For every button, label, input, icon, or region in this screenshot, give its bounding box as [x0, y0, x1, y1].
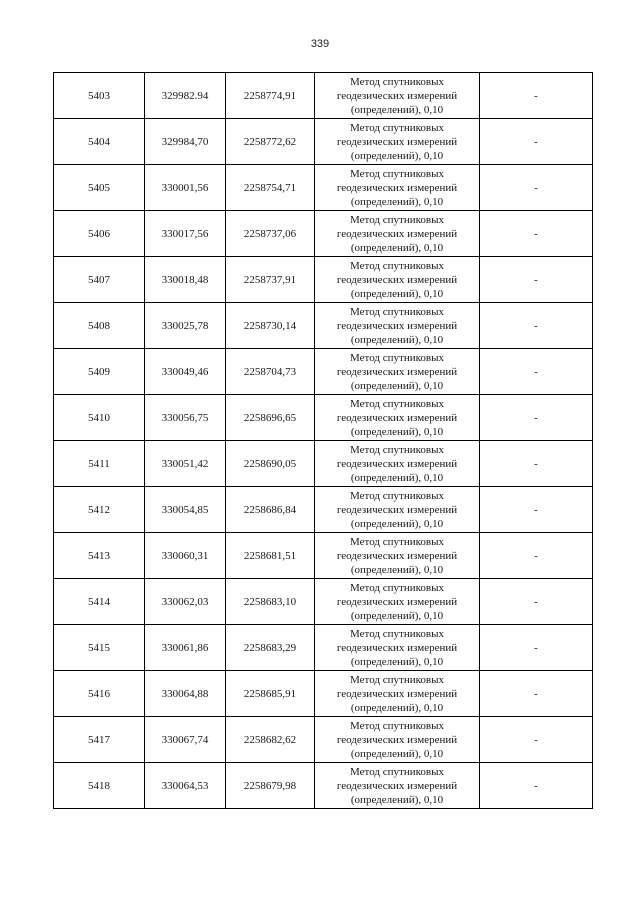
x-coordinate-cell: 330062,03	[145, 579, 226, 625]
method-cell	[315, 73, 480, 119]
table-row	[54, 763, 593, 809]
method-line: (определений), 0,10	[350, 149, 444, 162]
table-body	[54, 73, 593, 809]
table-row	[54, 671, 593, 717]
point-number-cell: 5404	[54, 119, 145, 165]
y-coordinate-cell: 2258737,06	[226, 211, 315, 257]
method-line: Метод спутниковых	[350, 75, 444, 88]
y-coordinate-cell: 2258774,91	[226, 73, 315, 119]
method-cell	[315, 625, 480, 671]
point-number-cell: 5416	[54, 671, 145, 717]
method-line: Метод спутниковых	[350, 213, 444, 226]
y-coordinate-cell: 2258686,84	[226, 487, 315, 533]
point-number-cell: 5411	[54, 441, 145, 487]
y-coordinate-cell: 2258683,10	[226, 579, 315, 625]
method-line: Метод спутниковых	[350, 443, 444, 456]
extra-cell: -	[480, 73, 593, 119]
extra-cell: -	[480, 441, 593, 487]
point-number-cell: 5418	[54, 763, 145, 809]
method-line: (определений), 0,10	[350, 609, 444, 622]
method-cell	[315, 763, 480, 809]
extra-cell: -	[480, 579, 593, 625]
method-cell	[315, 349, 480, 395]
table-row	[54, 487, 593, 533]
method-line: (определений), 0,10	[350, 563, 444, 576]
method-line: геодезических измерений	[336, 503, 458, 516]
y-coordinate-cell: 2258681,51	[226, 533, 315, 579]
point-number-cell: 5412	[54, 487, 145, 533]
point-number-cell: 5417	[54, 717, 145, 763]
method-line: геодезических измерений	[336, 549, 458, 562]
x-coordinate-cell: 330064,88	[145, 671, 226, 717]
x-coordinate-cell: 330067,74	[145, 717, 226, 763]
method-line: геодезических измерений	[336, 687, 458, 700]
x-coordinate-cell: 330049,46	[145, 349, 226, 395]
x-coordinate-cell: 330051,42	[145, 441, 226, 487]
table-row	[54, 257, 593, 303]
method-cell	[315, 119, 480, 165]
y-coordinate-cell: 2258679,98	[226, 763, 315, 809]
method-line: Метод спутниковых	[350, 581, 444, 594]
y-coordinate-cell: 2258772,62	[226, 119, 315, 165]
method-line: геодезических измерений	[336, 411, 458, 424]
y-coordinate-cell: 2258754,71	[226, 165, 315, 211]
method-line: Метод спутниковых	[350, 121, 444, 134]
method-line: Метод спутниковых	[350, 259, 444, 272]
table-row	[54, 625, 593, 671]
method-cell	[315, 487, 480, 533]
point-number-cell: 5408	[54, 303, 145, 349]
extra-cell: -	[480, 211, 593, 257]
method-line: (определений), 0,10	[350, 747, 444, 760]
point-number-cell: 5405	[54, 165, 145, 211]
method-line: Метод спутниковых	[350, 627, 444, 640]
point-number-cell: 5409	[54, 349, 145, 395]
method-line: Метод спутниковых	[350, 305, 444, 318]
method-line: геодезических измерений	[336, 181, 458, 194]
table-row	[54, 395, 593, 441]
extra-cell: -	[480, 763, 593, 809]
extra-cell: -	[480, 119, 593, 165]
method-line: геодезических измерений	[336, 227, 458, 240]
x-coordinate-cell: 329984,70	[145, 119, 226, 165]
extra-cell: -	[480, 303, 593, 349]
point-number-cell: 5413	[54, 533, 145, 579]
method-line: (определений), 0,10	[350, 793, 444, 806]
method-line: геодезических измерений	[336, 89, 458, 102]
x-coordinate-cell: 329982.94	[145, 73, 226, 119]
method-line: (определений), 0,10	[350, 425, 444, 438]
x-coordinate-cell: 330060,31	[145, 533, 226, 579]
table-row	[54, 441, 593, 487]
method-cell	[315, 717, 480, 763]
method-line: (определений), 0,10	[350, 103, 444, 116]
method-line: (определений), 0,10	[350, 287, 444, 300]
method-line: геодезических измерений	[336, 641, 458, 654]
y-coordinate-cell: 2258690,05	[226, 441, 315, 487]
point-number-cell: 5406	[54, 211, 145, 257]
method-line: геодезических измерений	[336, 595, 458, 608]
method-cell	[315, 579, 480, 625]
table-row	[54, 717, 593, 763]
method-line: геодезических измерений	[336, 457, 458, 470]
extra-cell: -	[480, 165, 593, 211]
method-line: геодезических измерений	[336, 135, 458, 148]
y-coordinate-cell: 2258685,91	[226, 671, 315, 717]
table-row	[54, 349, 593, 395]
x-coordinate-cell: 330025,78	[145, 303, 226, 349]
table-row	[54, 211, 593, 257]
method-line: (определений), 0,10	[350, 701, 444, 714]
page-number: 339	[310, 38, 330, 50]
point-number-cell: 5403	[54, 73, 145, 119]
table-row	[54, 303, 593, 349]
method-cell	[315, 533, 480, 579]
method-line: геодезических измерений	[336, 365, 458, 378]
table-row	[54, 165, 593, 211]
point-number-cell: 5414	[54, 579, 145, 625]
method-line: (определений), 0,10	[350, 379, 444, 392]
method-cell	[315, 303, 480, 349]
method-line: (определений), 0,10	[350, 333, 444, 346]
x-coordinate-cell: 330056,75	[145, 395, 226, 441]
method-cell	[315, 165, 480, 211]
method-line: (определений), 0,10	[350, 517, 444, 530]
table-row	[54, 119, 593, 165]
method-line: геодезических измерений	[336, 273, 458, 286]
x-coordinate-cell: 330061,86	[145, 625, 226, 671]
method-line: (определений), 0,10	[350, 241, 444, 254]
method-cell	[315, 257, 480, 303]
method-line: Метод спутниковых	[350, 167, 444, 180]
extra-cell: -	[480, 487, 593, 533]
method-line: Метод спутниковых	[350, 719, 444, 732]
x-coordinate-cell: 330001,56	[145, 165, 226, 211]
method-line: Метод спутниковых	[350, 351, 444, 364]
table-row	[54, 73, 593, 119]
x-coordinate-cell: 330054,85	[145, 487, 226, 533]
x-coordinate-cell: 330017,56	[145, 211, 226, 257]
method-line: Метод спутниковых	[350, 535, 444, 548]
y-coordinate-cell: 2258737,91	[226, 257, 315, 303]
x-coordinate-cell: 330064,53	[145, 763, 226, 809]
method-line: (определений), 0,10	[350, 471, 444, 484]
point-number-cell: 5410	[54, 395, 145, 441]
method-cell	[315, 211, 480, 257]
extra-cell: -	[480, 533, 593, 579]
method-line: геодезических измерений	[336, 733, 458, 746]
y-coordinate-cell: 2258682,62	[226, 717, 315, 763]
table-row	[54, 579, 593, 625]
method-line: Метод спутниковых	[350, 673, 444, 686]
method-line: Метод спутниковых	[350, 765, 444, 778]
point-number-cell: 5415	[54, 625, 145, 671]
table-row	[54, 533, 593, 579]
method-cell	[315, 671, 480, 717]
extra-cell: -	[480, 625, 593, 671]
x-coordinate-cell: 330018,48	[145, 257, 226, 303]
coordinates-table	[53, 72, 593, 809]
extra-cell: -	[480, 257, 593, 303]
extra-cell: -	[480, 717, 593, 763]
extra-cell: -	[480, 671, 593, 717]
method-line: геодезических измерений	[336, 779, 458, 792]
method-line: (определений), 0,10	[350, 195, 444, 208]
point-number-cell: 5407	[54, 257, 145, 303]
method-cell	[315, 395, 480, 441]
extra-cell: -	[480, 395, 593, 441]
y-coordinate-cell: 2258704,73	[226, 349, 315, 395]
y-coordinate-cell: 2258696,65	[226, 395, 315, 441]
y-coordinate-cell: 2258683,29	[226, 625, 315, 671]
method-cell	[315, 441, 480, 487]
method-line: Метод спутниковых	[350, 397, 444, 410]
method-line: Метод спутниковых	[350, 489, 444, 502]
method-line: (определений), 0,10	[350, 655, 444, 668]
y-coordinate-cell: 2258730,14	[226, 303, 315, 349]
extra-cell: -	[480, 349, 593, 395]
method-line: геодезических измерений	[336, 319, 458, 332]
